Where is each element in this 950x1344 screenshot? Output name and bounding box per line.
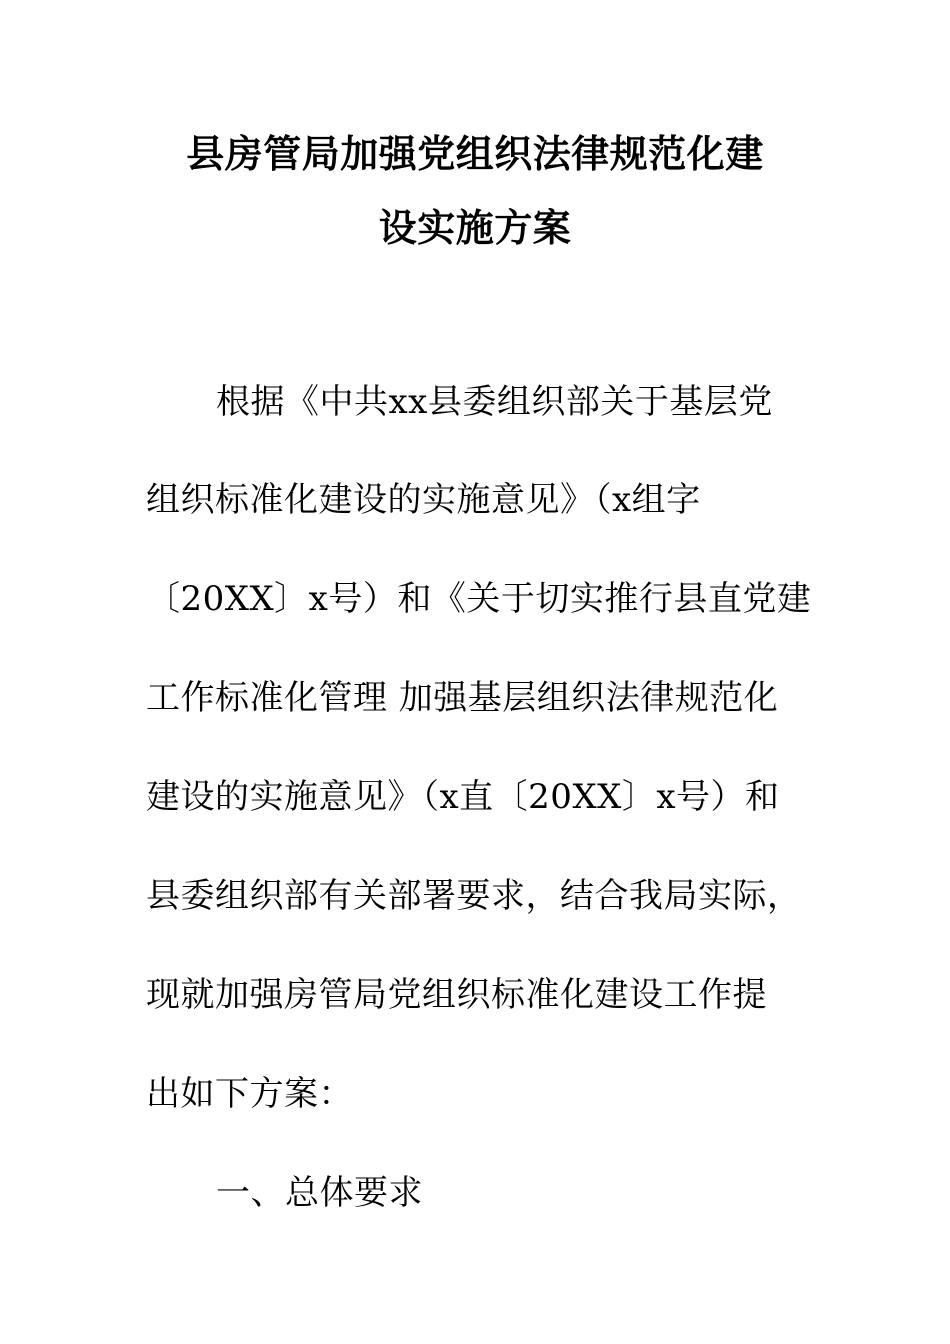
document-title-line-2: 设实施方案 (378, 206, 572, 250)
paragraph-line-6: 县委组织部有关部署要求，结合我局实际， (146, 876, 802, 916)
paragraph-line-8: 出如下方案： (146, 1074, 353, 1114)
paragraph-line-7: 现就加强房管局党组织标准化建设工作提 (146, 975, 767, 1015)
section-heading: 一、总体要求 (216, 1173, 423, 1213)
paragraph-line-3: 〔20XX〕x号）和《关于切实推行县直党建 (146, 579, 812, 619)
paragraph-line-1: 根据《中共xx县委组织部关于基层党 (216, 382, 773, 422)
paragraph-line-5: 建设的实施意见》（x直〔20XX〕x号）和 (146, 777, 780, 817)
document-title-line-1: 县房管局加强党组织法律规范化建 (186, 132, 764, 176)
paragraph-line-2: 组织标准化建设的实施意见》（x组字 (146, 480, 701, 520)
paragraph-line-4: 工作标准化管理 加强基层组织法律规范化 (146, 678, 779, 718)
